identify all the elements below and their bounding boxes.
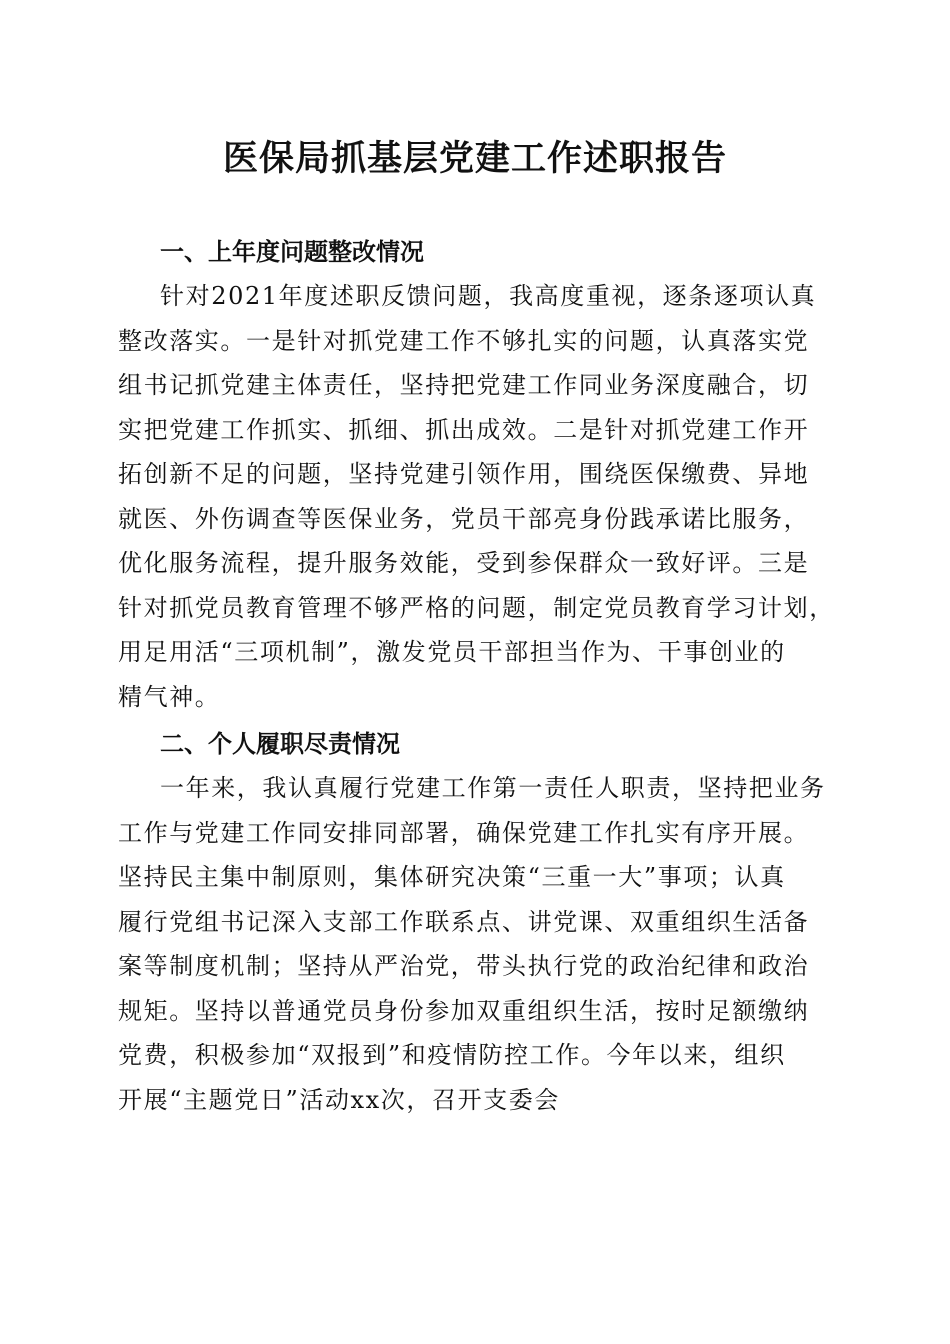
- section-problem-rectification: [118, 230, 835, 719]
- document-title: 医保局抓基层党建工作述职报告: [222, 138, 727, 179]
- paragraph-line: 一年来，我认真履行党建工作第一责任人职责，坚持把业务: [160, 774, 826, 802]
- section-personal-duties: [118, 722, 830, 1122]
- paragraph-line: 用足用活“三项机制”，激发党员干部担当作为、干事创业的: [118, 638, 786, 666]
- section-heading: 一、上年度问题整改情况: [160, 238, 424, 266]
- paragraph-line: 就医、外伤调查等医保业务，党员干部亮身份践承诺比服务，: [118, 504, 810, 533]
- paragraph-line: 精气神。: [118, 682, 221, 711]
- paragraph-line: 组书记抓党建主体责任，坚持把党建工作同业务深度融合，切: [118, 371, 810, 399]
- paragraph-line: 党费，积极参加“双报到”和疫情防控工作。今年以来，组织: [118, 1041, 786, 1069]
- paragraph-line: 坚持民主集中制原则，集体研究决策“三重一大”事项；认真: [118, 863, 786, 891]
- paragraph-line: 工作与党建工作同安排同部署，确保党建工作扎实有序开展。: [118, 818, 810, 847]
- paragraph-line: 案等制度机制；坚持从严治党，带头执行党的政治纪律和政治: [118, 952, 810, 980]
- paragraph-line: 实把党建工作抓实、抓细、抓出成效。二是针对抓党建工作开: [118, 415, 810, 444]
- paragraph-line: 履行党组书记深入支部工作联系点、讲党课、双重组织生活备: [118, 907, 810, 936]
- paragraph-line: 针对抓党员教育管理不够严格的问题，制定党员教育学习计划，: [118, 593, 835, 622]
- paragraph-line: 针对2021年度述职反馈问题，我高度重视，逐条逐项认真: [160, 282, 817, 310]
- section-heading: 二、个人履职尽责情况: [160, 730, 400, 758]
- paragraph-line: 开展“主题党日”活动xx次，召开支委会: [118, 1085, 561, 1114]
- paragraph-line: 拓创新不足的问题，坚持党建引领作用，围绕医保缴费、异地: [118, 460, 810, 488]
- paragraph-line: 优化服务流程，提升服务效能，受到参保群众一致好评。三是: [118, 549, 810, 577]
- paragraph-line: 规矩。坚持以普通党员身份参加双重组织生活，按时足额缴纳: [118, 996, 810, 1025]
- paragraph-line: 整改落实。一是针对抓党建工作不够扎实的问题，认真落实党: [118, 326, 810, 355]
